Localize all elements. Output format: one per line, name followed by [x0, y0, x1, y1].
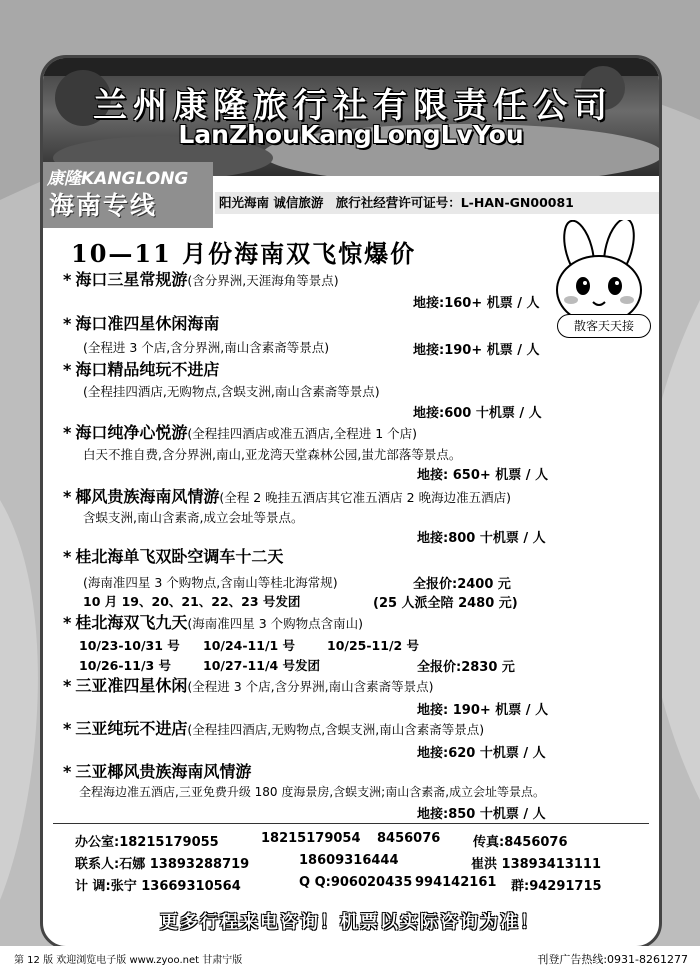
mascot-tag: 散客天天接 — [557, 314, 651, 338]
tour-price: 地接:600 十机票 / 人 — [413, 406, 542, 421]
tour-price: 全报价:2400 元 — [413, 577, 511, 592]
tour-detail: 含蜈支洲,南山含素斋,成立会址等景点。 — [83, 510, 304, 525]
company-pinyin: LanZhouKangLongLvYou — [178, 120, 524, 149]
tour-price-group: (25 人派全陪 2480 元) — [373, 596, 518, 611]
slogan-text: 阳光海南 诚信旅游 — [219, 195, 324, 210]
tour-dates: 10/26-11/3 号 — [79, 658, 172, 673]
tour-title: 桂北海双飞九天 — [75, 613, 188, 632]
tour-note: (全程挂四酒店,无购物点,含蜈支洲,南山含素斋等景点) — [187, 722, 485, 737]
tour-dates: 10/24-11/1 号 — [203, 638, 296, 653]
company-name: 兰州康隆旅行社有限责任公司 — [93, 86, 613, 126]
contact-person: 联系人:石娜 13893288719 — [75, 857, 250, 872]
tour-item-4: * 海口纯净心悦游(全程挂四酒店或准五酒店,全程进 1 个店) — [63, 423, 418, 442]
tour-detail: 全程海边准五酒店,三亚免费升级 180 度海景房,含蜈支洲;南山含素斋,成立会址等景点。 — [79, 785, 546, 799]
fax-number: 传真:8456076 — [473, 835, 568, 850]
brand-line: 海南专线 — [49, 191, 158, 220]
tour-note: (全程挂四酒店,无购物点,含蜈支洲,南山含素斋等景点) — [83, 384, 380, 399]
tour-title: 海口三星常规游 — [75, 270, 188, 289]
tour-title: 海口准四星休闲海南 — [75, 314, 220, 333]
tour-dates: 10/27-11/4 号发团 — [203, 658, 321, 673]
tour-title: 桂北海单飞双卧空调车十二天 — [75, 547, 284, 566]
license-number: 旅行社经营许可证号：L-HAN-GN00081 — [335, 195, 574, 210]
tour-dates: 10 月 19、20、21、22、23 号发团 — [83, 594, 301, 609]
tour-price: 地接: 650+ 机票 / 人 — [417, 468, 549, 483]
qq-number-2: 994142161 — [415, 875, 497, 890]
tour-item-7: * 桂北海双飞九天(海南准四星 3 个购物点含南山) — [63, 613, 364, 632]
tour-note: (全程进 3 个店,含分界洲,南山含素斋等景点) — [83, 340, 330, 355]
office-phone-2: 18215179054 — [261, 831, 361, 846]
tour-price: 地接:800 十机票 / 人 — [417, 531, 546, 546]
tour-title: 三亚准四星休闲 — [75, 676, 188, 695]
headline: 10—11 月份海南双飞惊爆价 — [71, 239, 417, 268]
tour-item-6: * 桂北海单飞双卧空调车十二天 — [63, 547, 284, 566]
tour-title: 三亚纯玩不进店 — [75, 719, 188, 738]
tour-item-5: * 椰风贵族海南风情游(全程 2 晚挂五酒店其它准五酒店 2 晚海边准五酒店) — [63, 487, 511, 506]
page-footer-left: 第 12 版 欢迎浏览电子版 www.zyoo.net 甘肃宁版 — [14, 955, 243, 966]
tour-title: 椰风贵族海南风情游 — [75, 487, 220, 506]
tour-item-1: * 海口三星常规游(含分界洲,天涯海角等景点) — [63, 270, 339, 289]
tour-title: 海口纯净心悦游 — [75, 423, 188, 442]
tour-item-3: * 海口精品纯玩不进店 — [63, 360, 220, 379]
footer-banner: 更多行程来电咨询！机票以实际咨询为准！ — [160, 912, 540, 933]
tour-price: 地接: 190+ 机票 / 人 — [417, 703, 549, 718]
tour-price: 地接:850 十机票 / 人 — [417, 807, 546, 822]
tour-note: (含分界洲,天涯海角等景点) — [187, 273, 339, 288]
tour-price: 地接:160+ 机票 / 人 — [413, 296, 540, 311]
tour-item-9: * 三亚纯玩不进店(全程挂四酒店,无购物点,含蜈支洲,南山含素斋等景点) — [63, 719, 485, 738]
planner-contact: 计 调:张宁 13669310564 — [75, 879, 241, 894]
header-banner — [43, 58, 659, 176]
contact-phone-2: 18609316444 — [299, 853, 399, 868]
bottom-bar — [0, 946, 700, 970]
slogan-strip — [215, 192, 659, 214]
tour-item-10: * 三亚椰风贵族海南风情游 — [63, 762, 252, 781]
tour-price: 全报价:2830 元 — [417, 660, 515, 675]
contact-person-2: 崔洪 13893413111 — [471, 857, 602, 872]
tour-item-8: * 三亚准四星休闲(全程进 3 个店,含分界洲,南山含素斋等景点) — [63, 676, 434, 695]
tour-item-2: * 海口准四星休闲海南 — [63, 314, 220, 333]
tour-note: (海南准四星 3 个购物点含南山) — [187, 616, 364, 631]
tour-title: 海口精品纯玩不进店 — [75, 360, 220, 379]
divider — [53, 823, 649, 824]
ad-hotline: 刊登广告热线:0931-8261277 — [537, 953, 688, 966]
tour-price: 地接:620 十机票 / 人 — [417, 746, 546, 761]
office-phone: 办公室:18215179055 — [75, 835, 219, 850]
tour-note: (全程 2 晚挂五酒店其它准五酒店 2 晚海边准五酒店) — [219, 490, 511, 505]
tour-dates: 10/23-10/31 号 — [79, 638, 180, 653]
tour-detail: 白天不推自费,含分界洲,南山,亚龙湾天堂森林公园,蚩尤部落等景点。 — [83, 447, 462, 462]
qq-group: 群:94291715 — [511, 879, 602, 894]
brand-name: 康隆KANGLONG — [47, 169, 189, 189]
tour-price: 地接:190+ 机票 / 人 — [413, 343, 540, 358]
brand-box — [43, 162, 213, 228]
tour-note: (全程挂四酒店或准五酒店,全程进 1 个店) — [187, 426, 418, 441]
office-phone-3: 8456076 — [377, 831, 441, 846]
tour-title: 三亚椰风贵族海南风情游 — [75, 762, 252, 781]
tour-note: (海南准四星 3 个购物点,含南山等桂北海常规) — [83, 575, 338, 590]
tour-note: (全程进 3 个店,含分界洲,南山含素斋等景点) — [187, 679, 434, 694]
tour-dates: 10/25-11/2 号 — [327, 638, 420, 653]
flyer-card — [40, 55, 662, 949]
qq-number: Q Q:906020435 — [299, 875, 413, 890]
